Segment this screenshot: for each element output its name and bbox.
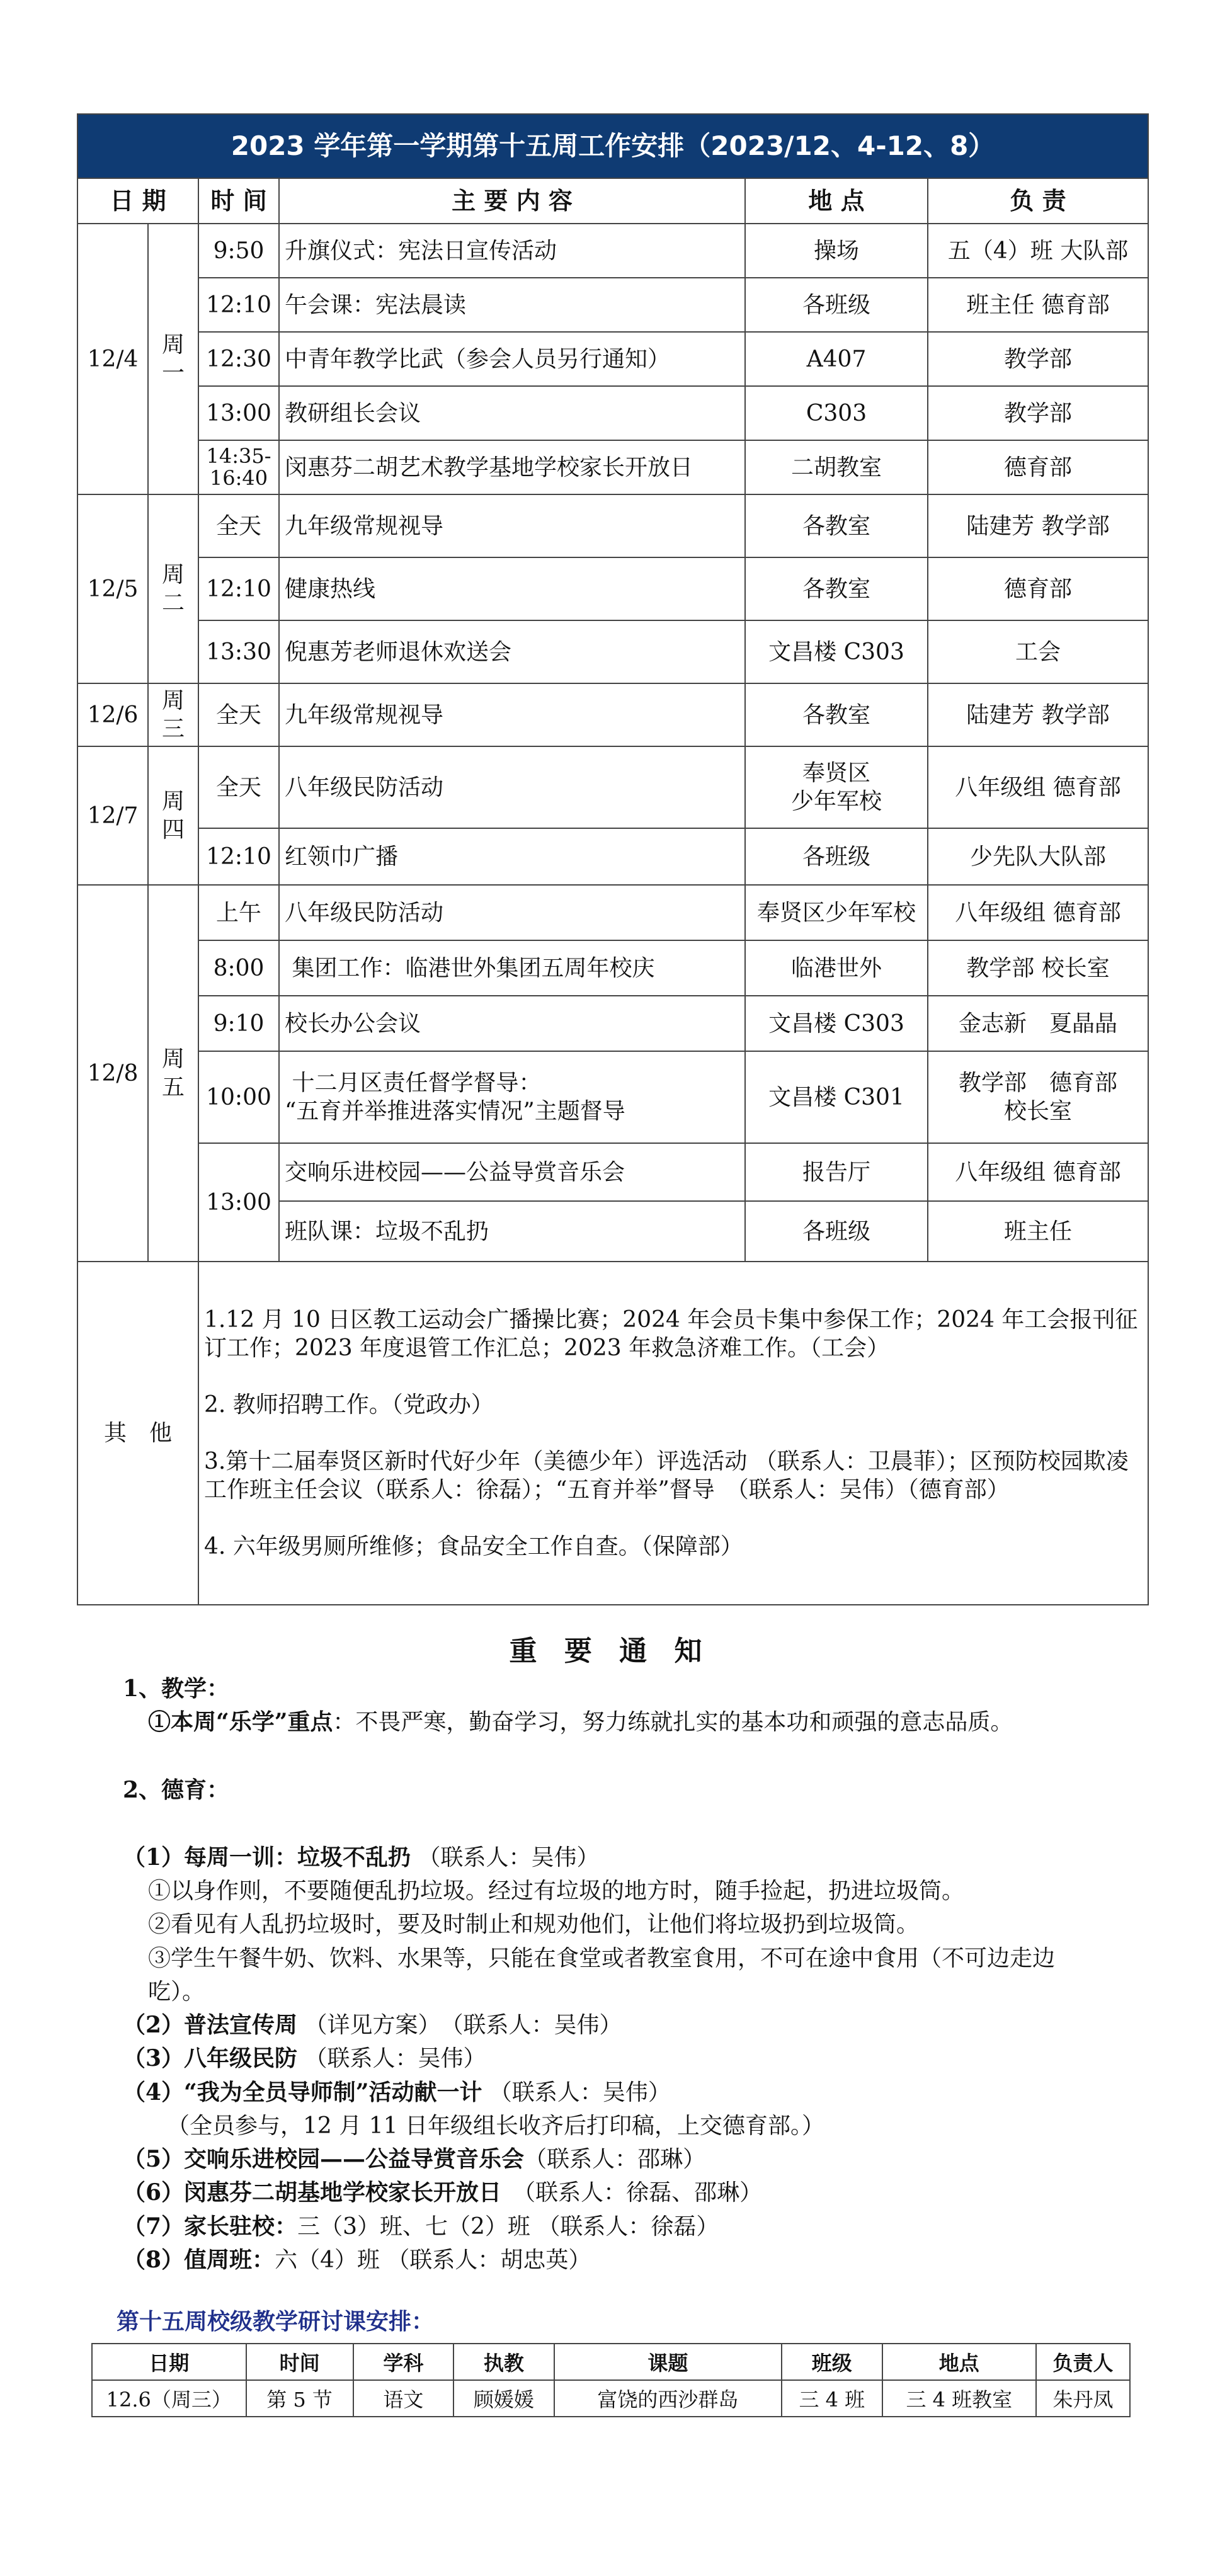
owner-cell: 八年级组 德育部 [928, 885, 1148, 940]
notice-item [123, 2076, 1105, 2109]
notice-item-label: （4）“我为全员导师制”活动献一计 [123, 2078, 482, 2106]
notice-item [123, 2009, 1105, 2042]
owner-cell: 教学部 [928, 386, 1148, 440]
owner-cell: 教学部 德育部 校长室 [928, 1051, 1148, 1143]
owner-cell: 五（4）班 大队部 [928, 224, 1148, 278]
time-cell: 12:10 [198, 828, 279, 885]
table-row [77, 386, 1148, 440]
content-cell: 教研组长会议 [279, 386, 745, 440]
place-cell: C303 [745, 386, 928, 440]
notice-item-text: （联系人：吴伟） [482, 2079, 671, 2106]
owner-cell: 八年级组 德育部 [928, 1143, 1148, 1201]
place-cell: 各教室 [745, 557, 928, 620]
time-cell: 8:00 [198, 940, 279, 996]
time-cell: 全天 [198, 746, 279, 828]
notice-item [123, 2243, 1105, 2277]
section-heading: 1、教学： [123, 1675, 230, 1702]
time-cell: 全天 [198, 683, 279, 746]
notice-item-text: （详见方案） （联系人：吴伟） [297, 2012, 622, 2039]
time-cell: 10:00 [198, 1051, 279, 1143]
table-row [92, 2380, 1130, 2417]
owner-cell: 少先队大队部 [928, 828, 1148, 885]
notice-item [123, 1706, 1105, 1739]
research-cell: 12.6（周三） [92, 2380, 246, 2417]
others-item: 1.12 月 10 日区教工运动会广播操比赛；2024 年会员卡集中参保工作；2024 年工会报刊征订工作；2023 年度退管工作汇总；2023 年救急济难工作。（工会） [204, 1307, 1138, 1361]
table-row [77, 996, 1148, 1051]
time-cell: 全天 [198, 494, 279, 557]
research-header: 负责人 [1036, 2344, 1130, 2380]
content-cell: 班队课：垃圾不乱扔 [279, 1201, 745, 1262]
content-cell: 八年级民防活动 [279, 885, 745, 940]
time-cell: 9:50 [198, 224, 279, 278]
schedule-sheet [77, 113, 1148, 1605]
notice-item-label: （7）家长驻校： [123, 2213, 298, 2240]
date-cell: 12/8 [77, 885, 148, 1262]
place-cell: 各班级 [745, 1201, 928, 1262]
notice-subitem: ③学生午餐牛奶、饮料、水果等，只能在食堂或者教室食用，不可在途中食用（不可边走边吃）。 [148, 1945, 1056, 2005]
research-header: 地点 [882, 2344, 1037, 2380]
place-cell: 报告厅 [745, 1143, 928, 1201]
notice-item-text: 三（3）班、七（2）班 （联系人：徐磊） [297, 2213, 719, 2240]
date-cell: 12/4 [77, 224, 148, 494]
others-item: 4. 六年级男厕所维修；食品安全工作自查。（保障部） [204, 1534, 743, 1559]
notice-title: 重 要 通 知 [509, 1635, 711, 1667]
notice-item-label: ①本周“乐学”重点 [148, 1709, 333, 1736]
notice-subitem: （全员参与，12 月 11 日年级组长收齐后打印稿，上交德育部。） [167, 2112, 824, 2139]
research-cell: 顾媛媛 [453, 2380, 554, 2417]
owner-cell: 教学部 校长室 [928, 940, 1148, 996]
table-row [77, 746, 1148, 828]
research-header: 执教 [453, 2344, 554, 2380]
owner-cell: 陆建芳 教学部 [928, 683, 1148, 746]
content-cell: 倪惠芳老师退休欢送会 [279, 620, 745, 683]
research-header: 学科 [353, 2344, 453, 2380]
weekday-cell: 周二 [148, 494, 198, 683]
table-row [77, 940, 1148, 996]
table-row [77, 557, 1148, 620]
place-cell: 各教室 [745, 494, 928, 557]
research-cell: 富饶的西沙群岛 [554, 2380, 782, 2417]
content-cell: 九年级常规视导 [279, 683, 745, 746]
notice-subitem: ②看见有人乱扔垃圾时，要及时制止和规劝他们，让他们将垃圾扔到垃圾筒。 [148, 1912, 920, 1938]
place-cell: 奉贤区 少年军校 [745, 746, 928, 828]
time-cell: 13:00 [198, 1143, 279, 1262]
research-cell: 三 4 班 [782, 2380, 882, 2417]
weekday-cell: 周四 [148, 746, 198, 885]
research-header: 课题 [554, 2344, 782, 2380]
table-row [77, 224, 1148, 278]
owner-cell: 金志新 夏晶晶 [928, 996, 1148, 1051]
owner-cell: 陆建芳 教学部 [928, 494, 1148, 557]
notice-item-label: （3）八年级民防 [123, 2045, 298, 2072]
section-heading: 2、德育： [123, 1776, 230, 1803]
notice-item-label: （1）每周一训：垃圾不乱扔 [123, 1844, 411, 1871]
notice-item-label: （8）值周班： [123, 2246, 275, 2273]
notice-body [123, 1672, 1105, 2277]
owner-cell: 班主任 德育部 [928, 278, 1148, 332]
time-cell: 12:10 [198, 278, 279, 332]
research-header-row [92, 2344, 1130, 2380]
time-cell: 14:35-16:40 [198, 440, 279, 494]
notice-item-text: （联系人：吴伟） [411, 1844, 600, 1871]
others-label: 其 他 [77, 1262, 198, 1605]
table-row [77, 332, 1148, 386]
header-owner: 负 责 [928, 178, 1148, 224]
research-cell: 第 5 节 [246, 2380, 353, 2417]
research-title: 第十五周校级教学研讨课安排： [117, 2309, 435, 2335]
notice-item-text: （联系人：邵琳） [524, 2146, 706, 2173]
date-cell: 12/5 [77, 494, 148, 683]
others-item: 3.第十二届奉贤区新时代好少年（美德少年）评选活动 （联系人：卫晨菲）；区预防校园欺凌工作班主任会议（联系人：徐磊）；“五育并举”督导 （联系人：吴伟）（德育部） [204, 1449, 1129, 1503]
place-cell: 二胡教室 [745, 440, 928, 494]
schedule-header-row [77, 178, 1148, 224]
notice-item-label: （5）交响乐进校园——公益导赏音乐会 [123, 2146, 525, 2173]
header-place: 地 点 [745, 178, 928, 224]
weekday-cell: 周一 [148, 224, 198, 494]
content-cell: 健康热线 [279, 557, 745, 620]
content-cell: 红领巾广播 [279, 828, 745, 885]
spacer [123, 1807, 1105, 1841]
place-cell: 临港世外 [745, 940, 928, 996]
content-cell: 九年级常规视导 [279, 494, 745, 557]
table-row [77, 620, 1148, 683]
content-cell: 午会课：宪法晨读 [279, 278, 745, 332]
notice-item [123, 2143, 1105, 2176]
content-cell: 集团工作：临港世外集团五周年校庆 [279, 940, 745, 996]
schedule-table [77, 113, 1149, 1605]
notice-item [123, 2210, 1105, 2243]
time-cell: 13:30 [198, 620, 279, 683]
content-cell: 校长办公会议 [279, 996, 745, 1051]
table-row [77, 885, 1148, 940]
research-cell: 三 4 班教室 [882, 2380, 1037, 2417]
notice-item-text: （联系人：吴伟） [297, 2046, 486, 2072]
research-cell: 朱丹凤 [1036, 2380, 1130, 2417]
table-row [77, 278, 1148, 332]
content-cell: 交响乐进校园——公益导赏音乐会 [279, 1143, 745, 1201]
research-header: 日期 [92, 2344, 246, 2380]
time-cell: 12:30 [198, 332, 279, 386]
notice-item-text: 六（4）班 （联系人：胡忠英） [275, 2247, 591, 2273]
table-row [77, 440, 1148, 494]
owner-cell: 教学部 [928, 332, 1148, 386]
place-cell: 各班级 [745, 278, 928, 332]
weekday-cell: 周三 [148, 683, 198, 746]
time-cell: 12:10 [198, 557, 279, 620]
date-cell: 12/6 [77, 683, 148, 746]
content-cell: 升旗仪式：宪法日宣传活动 [279, 224, 745, 278]
table-row [77, 1051, 1148, 1143]
owner-cell: 德育部 [928, 440, 1148, 494]
research-header: 班级 [782, 2344, 882, 2380]
table-row [77, 1143, 1148, 1201]
header-date: 日 期 [77, 178, 198, 224]
table-row [77, 494, 1148, 557]
research-header: 时间 [246, 2344, 353, 2380]
content-cell: 中青年教学比武（参会人员另行通知） [279, 332, 745, 386]
notice-item-text: （联系人：徐磊、邵琳） [501, 2180, 763, 2206]
header-time: 时 间 [198, 178, 279, 224]
others-content [198, 1262, 1148, 1605]
time-cell: 上午 [198, 885, 279, 940]
notice-item [123, 1841, 1105, 1874]
header-content: 主 要 内 容 [279, 178, 745, 224]
others-item: 2. 教师招聘工作。（党政办） [204, 1392, 494, 1418]
owner-cell: 工会 [928, 620, 1148, 683]
spacer [123, 1740, 1105, 1774]
content-cell: 闵惠芬二胡艺术教学基地学校家长开放日 [279, 440, 745, 494]
research-cell: 语文 [353, 2380, 453, 2417]
notice-item [123, 2176, 1105, 2209]
table-row [77, 683, 1148, 746]
place-cell: 各班级 [745, 828, 928, 885]
owner-cell: 班主任 [928, 1201, 1148, 1262]
place-cell: 文昌楼 C303 [745, 620, 928, 683]
notice-item [123, 2042, 1105, 2075]
weekday-cell: 周五 [148, 885, 198, 1262]
date-cell: 12/7 [77, 746, 148, 885]
place-cell: A407 [745, 332, 928, 386]
place-cell: 文昌楼 C301 [745, 1051, 928, 1143]
content-cell: 八年级民防活动 [279, 746, 745, 828]
notice-item-label: （2）普法宣传周 [123, 2012, 298, 2039]
owner-cell: 八年级组 德育部 [928, 746, 1148, 828]
schedule-title: 2023 学年第一学期第十五周工作安排（2023/12、4-12、8） [77, 114, 1148, 178]
time-cell: 9:10 [198, 996, 279, 1051]
notice-subitem: ①以身作则，不要随便乱扔垃圾。经过有垃圾的地方时，随手捡起，扔进垃圾筒。 [148, 1878, 965, 1905]
time-cell: 13:00 [198, 386, 279, 440]
place-cell: 各教室 [745, 683, 928, 746]
owner-cell: 德育部 [928, 557, 1148, 620]
notice-item-text: ：不畏严寒，勤奋学习，努力练就扎实的基本功和顽强的意志品质。 [333, 1709, 1013, 1736]
table-row [77, 828, 1148, 885]
place-cell: 奉贤区少年军校 [745, 885, 928, 940]
content-cell: 十二月区责任督学督导： “五育并举推进落实情况”主题督导 [279, 1051, 745, 1143]
notice-item-label: （6）闵惠芬二胡基地学校家长开放日 [123, 2179, 502, 2206]
place-cell: 操场 [745, 224, 928, 278]
research-table [91, 2343, 1131, 2417]
others-row [77, 1262, 1148, 1605]
place-cell: 文昌楼 C303 [745, 996, 928, 1051]
